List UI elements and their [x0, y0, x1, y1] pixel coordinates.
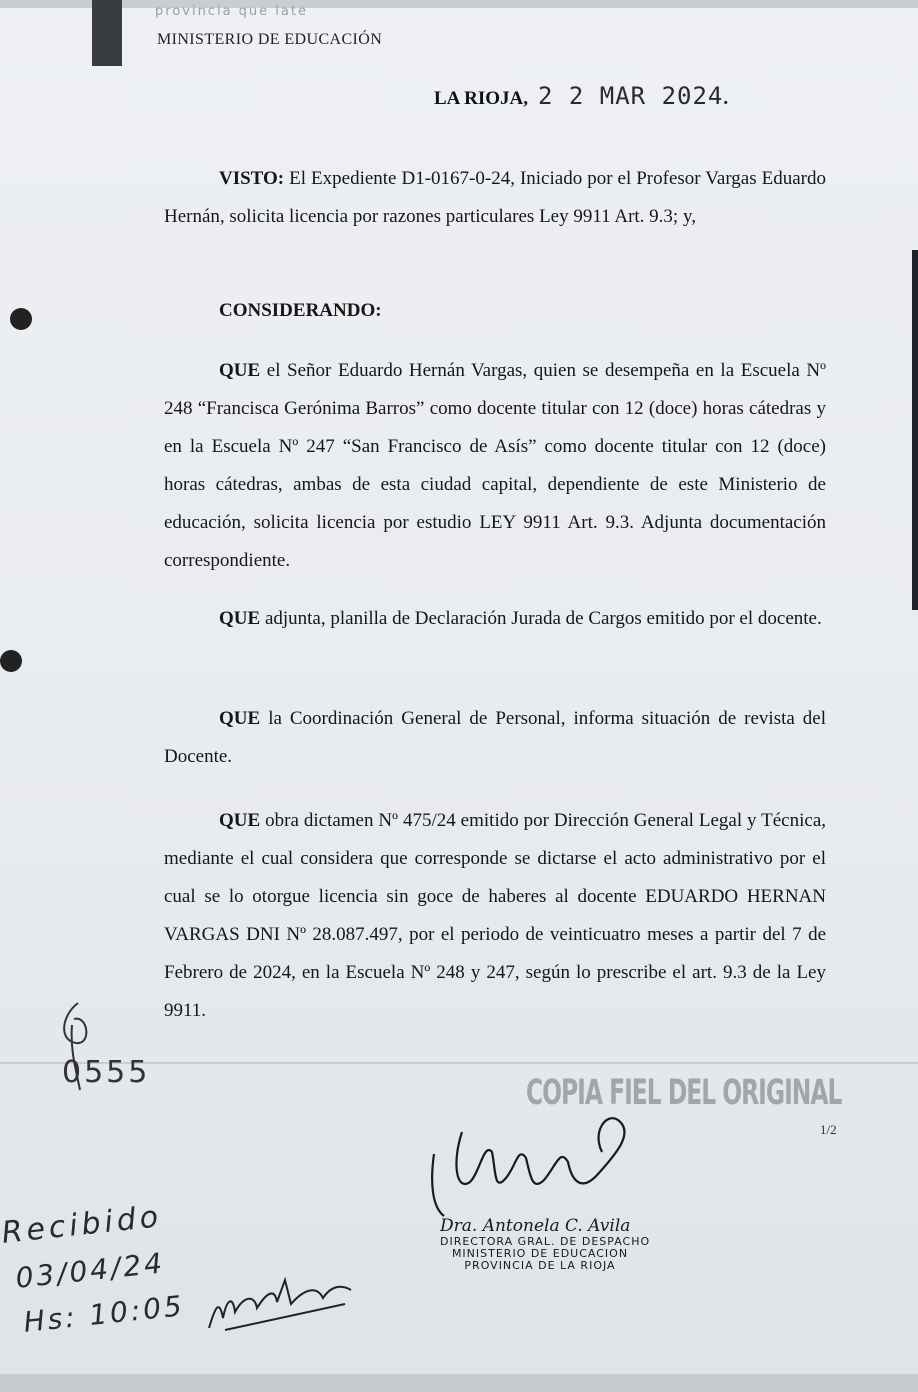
que-text: obra dictamen Nº 475/24 emitido por Dirección General Legal y Técnica, mediante el cual considera que corresponde se dictarse el acto administrativo por el cual se lo otorgue licencia sin goce de haberes al docente EDUARDO HERNAN VARGAS DNI Nº 28.087.497, por el periodo de veinticuatro meses a partir del 7 de Febrero de 2024, en la Escuela Nº 248 y 247, según lo prescribe el art. 9.3 de la Ley 9911. [164, 810, 826, 1021]
que-label: QUE [219, 608, 261, 629]
signer-name: Dra. Antonela C. Avila [440, 1216, 631, 1236]
ministry-header: MINISTERIO DE EDUCACIÓN [157, 31, 383, 48]
visto-text: El Expediente D1-0167-0-24, Iniciado por el Profesor Vargas Eduardo Hernán, solicita licencia por razones particulares Ley 9911 Art. 9.3; y, [164, 168, 827, 227]
logo-bar [92, 0, 122, 66]
considerando-heading: CONSIDERANDO: [219, 300, 382, 321]
punch-hole [0, 650, 22, 672]
signer-title: DIRECTORA GRAL. DE DESPACHO MINISTERIO DE EDUCACION PROVINCIA DE LA RIOJA [440, 1235, 651, 1272]
logo-text: provincia que late [155, 4, 308, 19]
visto-paragraph [164, 160, 826, 236]
que-text: adjunta, planilla de Declaración Jurada de Cargos emitido por el docente. [264, 608, 822, 629]
que-paragraph-2 [164, 600, 826, 638]
bottom-edge [0, 1374, 918, 1392]
top-edge [0, 0, 918, 8]
que-paragraph-4 [164, 802, 826, 1030]
que-paragraph-1 [164, 352, 826, 580]
official-signature [422, 1112, 642, 1222]
date-stamp: 2 2 MAR 2024 [537, 82, 724, 110]
page-edge [912, 250, 918, 610]
que-text: el Señor Eduardo Hernán Vargas, quien se desempeña en la Escuela Nº 248 “Francisca Gerónima Barros” como docente titular con 12 (doce) horas cátedras y en la Escuela Nº 247 “San Francisco de Asís” como docente titular con 12 (doce) horas cátedras, ambas de esta ciudad capital, dependiente de este Ministerio de educación, solicita licencia por estudio LEY 9911 Art. 9.3. Adjunta documentación correspondiente. [164, 360, 826, 571]
que-text: la Coordinación General de Personal, informa situación de revista del Docente. [164, 708, 826, 767]
receiver-signature [205, 1268, 355, 1338]
que-label: QUE [219, 810, 261, 831]
handwritten-received: Recibido [0, 1199, 164, 1251]
que-label: QUE [219, 708, 261, 729]
page-number: 1/2 [820, 1122, 837, 1137]
place-label: LA RIOJA, [434, 88, 528, 109]
handwritten-date: 03/04/24 [14, 1246, 167, 1295]
handwritten-time: Hs: 10:05 [22, 1289, 187, 1339]
date-trailing: . [723, 88, 729, 109]
que-paragraph-3 [164, 700, 826, 776]
visto-label: VISTO: [219, 168, 285, 189]
date-line [434, 82, 728, 110]
punch-hole [10, 308, 32, 330]
folio-number: 0555 [62, 1055, 151, 1090]
copia-fiel-stamp: COPIA FIEL DEL ORIGINAL [526, 1072, 842, 1114]
que-label: QUE [219, 360, 261, 381]
